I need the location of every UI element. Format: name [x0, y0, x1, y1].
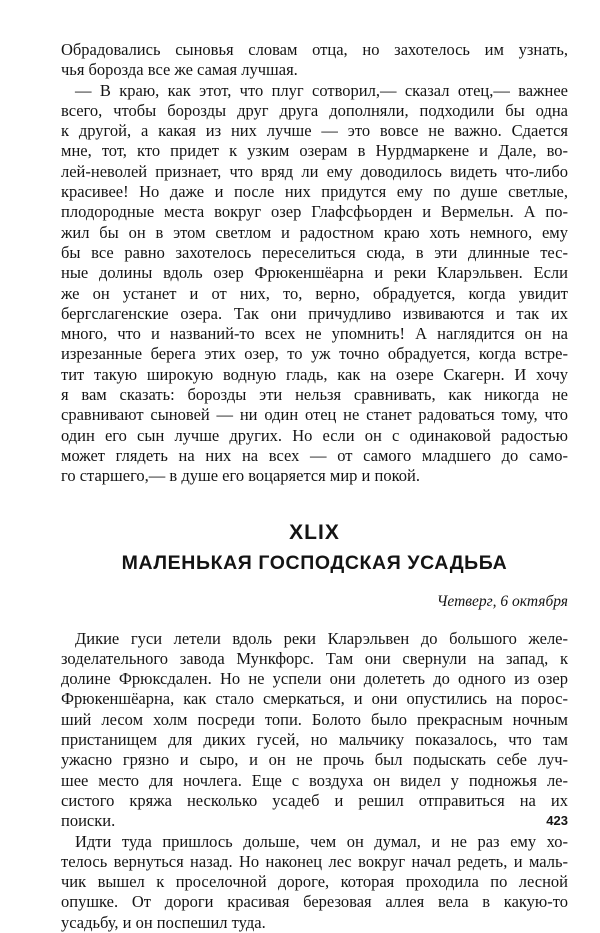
text-line: — В краю, как этот, что плуг сотворил,— сказал отец,— важнее: [75, 80, 568, 100]
text-line: Фрюкеншёарна, как стало смеркаться, и они опустились на порос-: [61, 689, 568, 709]
text-line: много, что и названий-то всех не упомнить! А наглядится он на: [61, 324, 568, 344]
text-line: поиски.: [61, 811, 116, 831]
text-line: телось вернуться назад. Но наконец лес вокруг начал редеть, и маль-: [61, 851, 568, 871]
section-chapter-text: [61, 629, 568, 933]
text-line: Идти туда пришлось дольше, чем он думал, и не раз ему хо-: [75, 831, 568, 851]
text-line: изрезанные берега этих озер, то уж точно обрадуется, когда встре-: [61, 344, 568, 364]
text-line: опушке. От дороги красивая березовая аллея вела в какую-то: [61, 892, 568, 912]
text-line: к другой, а какая из них лучше — это вовсе не важно. Сдается: [61, 121, 568, 141]
text-line: чик вышел к проселочной дороге, которая проходила по лесной: [61, 872, 568, 892]
page-body: [61, 40, 568, 933]
text-line: Дикие гуси летели вдоль реки Кларэльвен до большого желе-: [75, 628, 568, 648]
text-line: бергслагенские озера. Так они причудливо извиваются и так их: [61, 303, 568, 323]
text-line: может глядеть на них на всех — от самого младшего до само-: [61, 445, 568, 465]
text-line: долине Фрюксдален. Но не успели они долететь до одного из озер: [61, 669, 568, 689]
text-line: же он устанет и от них, то, верно, обрадуется, когда увидит: [61, 283, 568, 303]
chapter-date: Четверг, 6 октября: [436, 592, 568, 610]
text-line: ший лесом холм посреди топи. Болото было прекрасным ночным: [61, 709, 568, 729]
text-line: усадьбу, и он поспешил туда.: [61, 912, 266, 932]
text-line: сравнивают сыновей — ни один отец не станет радоваться тому, что: [61, 405, 568, 425]
text-line: ные долины вдоль озер Фрюкеншёарна и реки Кларэльвен. Если: [61, 263, 568, 283]
text-line: зоделательного завода Мункфорс. Там они свернули на запад, к: [61, 648, 568, 668]
chapter-number: XLIX: [289, 520, 340, 544]
text-line: систого кряжа несколько усадеб и решил отправиться на их: [61, 790, 568, 810]
text-line: всего, чтобы борозды друг друга дополняли, подходили бы одна: [61, 100, 568, 120]
text-line: го старшего,— в душе его воцаряется мир и покой.: [61, 466, 420, 486]
text-line: тит такую широкую водную гладь, как на озере Скагерн. И хочу: [61, 364, 568, 384]
text-line: я вам сказать: борозды эти нельзя сравнивать, как никогда не: [61, 385, 568, 405]
text-line: пристанищем для диких гусей, но мальчику показалось, что там: [61, 730, 568, 750]
text-line: жил бы он в этом светлом и радостном краю хоть немного, ему: [61, 222, 568, 242]
text-line: лей-неволей признает, что вряд ли ему доводилось видеть что-либо: [61, 161, 568, 181]
text-line: один его сын лучше других. Но если он с одинаковой радостью: [61, 425, 568, 445]
text-line: Обрадовались сыновья словам отца, но захотелось им узнать,: [61, 40, 568, 59]
page-number: 423: [546, 813, 568, 828]
text-line: чья борозда все же самая лучшая.: [61, 60, 298, 80]
text-line: шее место для ночлега. Еще с воздуха он видел у подножья ле-: [61, 770, 568, 790]
chapter-title: МАЛЕНЬКАЯ ГОСПОДСКАЯ УСАДЬБА: [121, 551, 508, 574]
text-line: бы все равно захотелось переселиться сюда, в эти длинные тес-: [61, 242, 568, 262]
text-line: мне, тот, кто придет к узким озерам в Нурдмаркене и Дале, во-: [61, 141, 568, 161]
text-line: плодородные места вокруг озер Глафсфьорден и Вермельн. А по-: [61, 202, 568, 222]
text-line: красивее! Но даже и после них придутся ему по душе светлые,: [61, 182, 568, 202]
text-line: ужасно грязно и сыро, и он не прочь был подыскать себе луч-: [61, 750, 568, 770]
section-previous-chapter: [61, 40, 568, 487]
